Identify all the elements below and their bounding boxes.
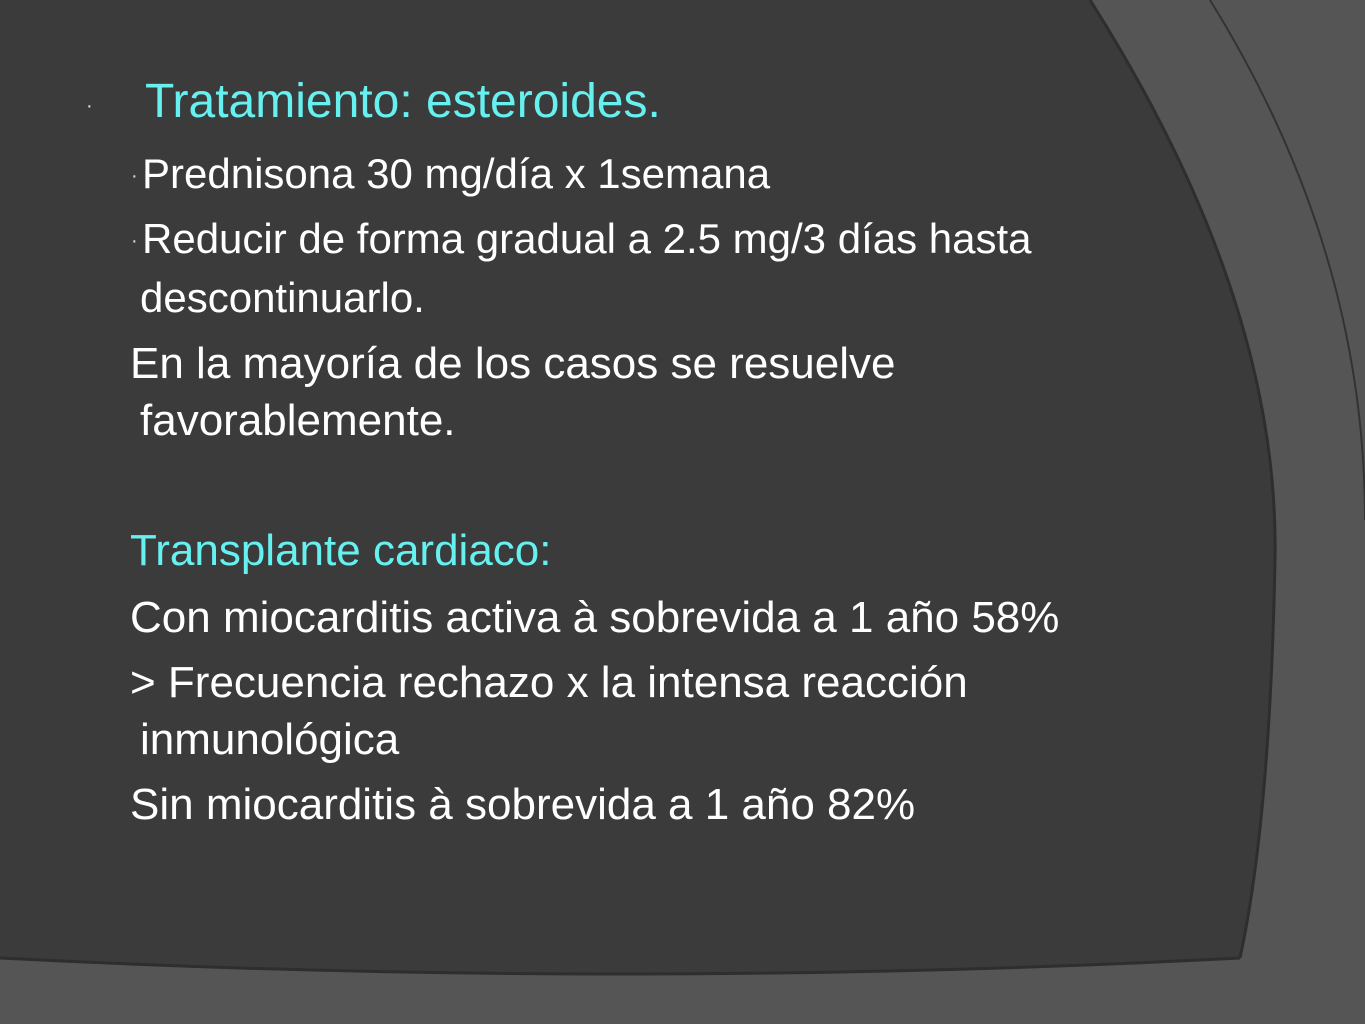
bullet-icon: · xyxy=(131,165,138,187)
heading-transplant: Transplante cardiaco: xyxy=(130,526,552,575)
bullet-icon: · xyxy=(131,230,138,252)
text-reduce: Reducir de forma gradual a 2.5 mg/3 días hasta xyxy=(142,215,1032,262)
text-reduce-cont: descontinuarlo. xyxy=(140,274,425,321)
text-frequency: > Frecuencia rechazo x la intensa reacción xyxy=(130,658,968,707)
text-majority: En la mayoría de los casos se resuelve xyxy=(130,339,896,388)
text-active: Con miocarditis activa à sobrevida a 1 año 58% xyxy=(130,593,1060,642)
text-majority-cont: favorablemente. xyxy=(140,396,456,445)
text-without: Sin miocarditis à sobrevida a 1 año 82% xyxy=(130,780,916,829)
text-frequency-cont: inmunológica xyxy=(140,715,400,764)
text-prednisone: Prednisona 30 mg/día x 1semana xyxy=(142,150,771,197)
bullet-icon: · xyxy=(86,95,93,117)
heading-treatment: Tratamiento: esteroides. xyxy=(145,75,661,128)
